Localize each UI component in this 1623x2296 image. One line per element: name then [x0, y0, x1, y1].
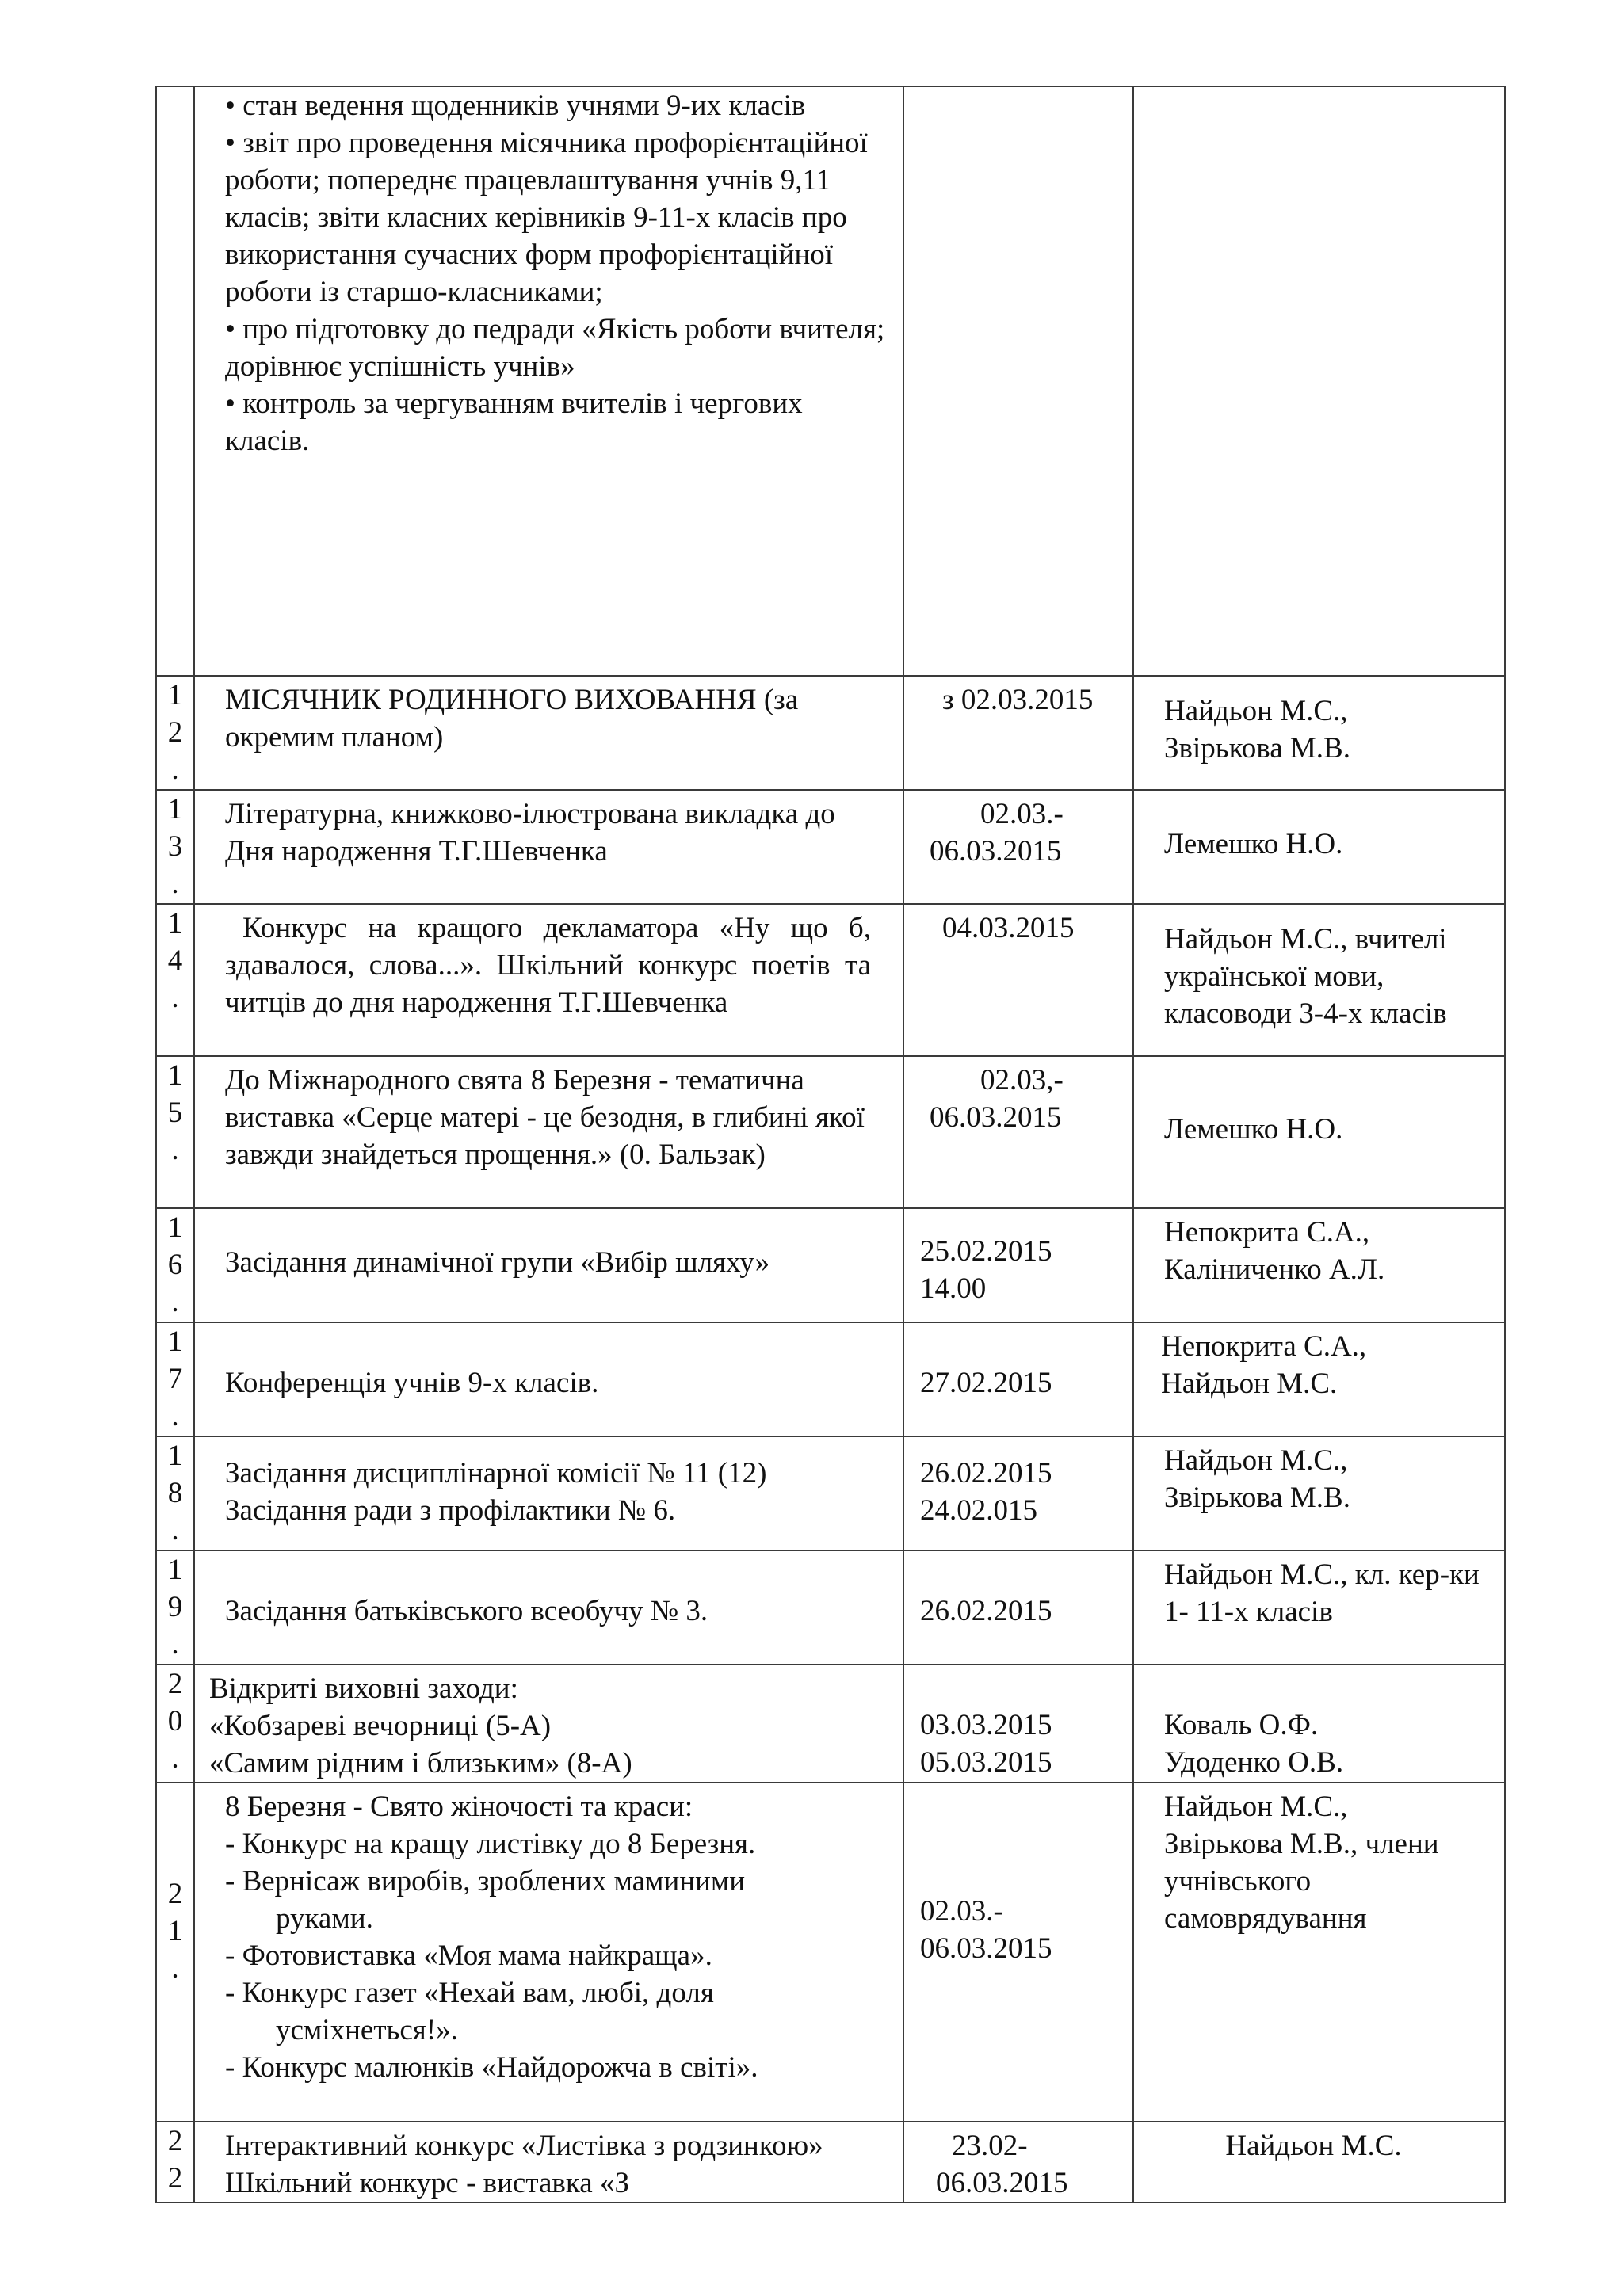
responsible-text: Найдьон М.С.: [1161, 1367, 1338, 1400]
activity-text: Інтерактивний конкурс «Листівка з родзинкою» Шкільний конкурс - виставка «З: [225, 2130, 823, 2199]
responsible-cell: [1133, 2122, 1505, 2203]
activity-text: Конкурс на кращого декламатора «Ну що б, здавалося, слова...». Шкільний конкурс поетів та читців до дня народження Т.Г.Шевченка: [225, 912, 871, 1019]
table-row: [156, 1208, 1505, 1322]
row-number-cell: 1 4 .: [156, 904, 194, 1056]
activity-cell: [194, 790, 903, 904]
date-text: 14.00: [920, 1272, 987, 1305]
activity-cell: [194, 2122, 903, 2203]
responsible-cell: [1133, 1665, 1505, 1783]
table-row: [156, 1783, 1505, 2122]
date-text: 02.03.-: [980, 798, 1064, 830]
table-row: [156, 790, 1505, 904]
date-cell: [903, 1550, 1133, 1665]
responsible-text: Звірькова М.В.: [1164, 1482, 1350, 1514]
activity-text: «Кобзареві вечорниці (5-А): [209, 1710, 552, 1742]
table-row: [156, 1665, 1505, 1783]
activity-text: До Міжнародного свята 8 Березня - тематична виставка «Серце матері - це безодня, в глибині якої завжди знайдеться прощення.» (0. Бальзак): [225, 1064, 865, 1171]
date-text: 06.03.2015: [930, 835, 1062, 868]
activity-text: - Конкурс малюнків «Найдорожча в світі».: [225, 2051, 758, 2084]
row-number-cell: 1 6 .: [156, 1208, 194, 1322]
activity-text: - Конкурс на кращу листівку до 8 Березня.: [225, 1828, 756, 1860]
responsible-text: Найдьон М.С.,: [1164, 1791, 1348, 1823]
responsible-cell: [1133, 904, 1505, 1056]
activity-text: • контроль за чергуванням вчителів і чергових класів.: [225, 387, 803, 457]
responsible-cell: [1133, 86, 1505, 676]
responsible-cell: [1133, 1550, 1505, 1665]
row-number-cell: 1 2 .: [156, 676, 194, 790]
date-text: 23.02-: [952, 2130, 1028, 2162]
responsible-text: Непокрита С.А.,: [1161, 1330, 1367, 1363]
date-text: 26.02.2015: [920, 1595, 1052, 1627]
date-text: з 02.03.2015: [942, 684, 1094, 716]
date-text: 25.02.2015: [920, 1235, 1052, 1268]
responsible-text: Непокрита С.А.,: [1164, 1216, 1370, 1249]
responsible-text: Звірькова М.В., члени учнівського самоврядування: [1164, 1828, 1439, 1935]
table-row: [156, 1550, 1505, 1665]
date-cell: [903, 1056, 1133, 1208]
date-cell: [903, 1665, 1133, 1783]
responsible-text: Найдьон М.С.: [1225, 2130, 1402, 2162]
row-number-cell: 1 3 .: [156, 790, 194, 904]
activity-text: МІСЯЧНИК РОДИННОГО ВИХОВАННЯ (за окремим планом): [225, 684, 799, 753]
activity-text: - Конкурс газет «Нехай вам, любі, доля: [225, 1977, 714, 2009]
date-cell: [903, 904, 1133, 1056]
activity-text: - Фотовиставка «Моя мама найкраща».: [225, 1939, 712, 1972]
activity-text: • стан ведення щоденників учнями 9-их класів: [225, 90, 806, 122]
responsible-text: Лемешко Н.О.: [1164, 828, 1343, 860]
responsible-text: Лемешко Н.О.: [1164, 1113, 1343, 1146]
row-number-cell: 1 9 .: [156, 1550, 194, 1665]
date-text: 06.03.2015: [936, 2167, 1068, 2199]
table-row: [156, 1056, 1505, 1208]
date-text: 06.03.2015: [920, 1932, 1052, 1965]
activity-cell: [194, 904, 903, 1056]
table-row: [156, 904, 1505, 1056]
activity-cell: [194, 676, 903, 790]
activity-plan-table: [155, 86, 1506, 2203]
activity-text: • про підготовку до педради «Якість роботи вчителя; дорівнює успішність учнів»: [225, 313, 885, 383]
activity-text: усміхнеться!».: [276, 2014, 458, 2046]
activity-cell: [194, 1665, 903, 1783]
activity-text: Засідання батьківського всеобучу № 3.: [225, 1595, 708, 1627]
activity-text: • звіт про проведення місячника профорієнтаційної роботи; попереднє працевлаштування учнів 9,11 класів; звіти класних керівників 9-11-х класів про використання сучасних форм профорієнтаційної роботи із старшо-класниками;: [225, 127, 868, 308]
activity-cell: [194, 1783, 903, 2122]
table-row: [156, 2122, 1505, 2203]
responsible-text: Каліниченко А.Л.: [1164, 1253, 1385, 1286]
activity-cell: [194, 1208, 903, 1322]
activity-text: Конференція учнів 9-х класів.: [225, 1367, 599, 1399]
responsible-text: Удоденко О.В.: [1164, 1746, 1344, 1779]
responsible-text: Найдьон М.С., кл. кер-ки 1- 11-х класів: [1164, 1558, 1480, 1628]
responsible-text: Найдьон М.С.,: [1164, 1444, 1348, 1477]
row-number-cell: 1 8 .: [156, 1436, 194, 1550]
date-cell: [903, 2122, 1133, 2203]
date-cell: [903, 1322, 1133, 1436]
responsible-cell: [1133, 1783, 1505, 2122]
row-number-cell: [156, 86, 194, 676]
row-number-cell: 2 1 .: [156, 1783, 194, 2122]
date-text: 27.02.2015: [920, 1367, 1052, 1399]
row-number-cell: 2 0 .: [156, 1665, 194, 1783]
date-text: 02.03.-: [920, 1895, 1003, 1928]
row-number-cell: 1 5 .: [156, 1056, 194, 1208]
date-cell: [903, 790, 1133, 904]
date-text: 02.03,-: [980, 1064, 1064, 1097]
date-text: 05.03.2015: [920, 1746, 1052, 1779]
date-cell: [903, 676, 1133, 790]
responsible-text: Найдьон М.С., вчителі української мови, класоводи 3-4-х класів: [1164, 923, 1447, 1030]
table-row: [156, 1436, 1505, 1550]
responsible-cell: [1133, 790, 1505, 904]
date-text: 03.03.2015: [920, 1709, 1052, 1741]
responsible-cell: [1133, 1436, 1505, 1550]
date-cell: [903, 1783, 1133, 2122]
activity-cell: [194, 86, 903, 676]
activity-cell: [194, 1436, 903, 1550]
row-number-cell: 2 2: [156, 2122, 194, 2203]
activity-text: 8 Березня - Свято жіночості та краси:: [225, 1791, 693, 1823]
table-row: [156, 1322, 1505, 1436]
responsible-text: Звірькова М.В.: [1164, 732, 1350, 765]
activity-cell: [194, 1550, 903, 1665]
responsible-text: Коваль О.Ф.: [1164, 1709, 1319, 1741]
responsible-cell: [1133, 1056, 1505, 1208]
date-cell: [903, 1436, 1133, 1550]
row-number-cell: 1 7 .: [156, 1322, 194, 1436]
responsible-text: Найдьон М.С.,: [1164, 695, 1348, 727]
date-text: 06.03.2015: [930, 1101, 1062, 1134]
activity-text: Відкриті виховні заходи:: [209, 1672, 518, 1705]
activity-text: «Самим рідним і близьким» (8-А): [209, 1747, 632, 1779]
activity-text: Засідання дисциплінарної комісії № 11 (12): [225, 1457, 767, 1489]
table-row: [156, 676, 1505, 790]
date-cell: [903, 1208, 1133, 1322]
activity-cell: [194, 1056, 903, 1208]
responsible-cell: [1133, 1208, 1505, 1322]
date-cell: [903, 86, 1133, 676]
responsible-cell: [1133, 676, 1505, 790]
activity-text: руками.: [276, 1902, 373, 1935]
date-text: 04.03.2015: [942, 912, 1075, 944]
activity-cell: [194, 1322, 903, 1436]
activity-text: Засідання ради з профілактики № 6.: [225, 1494, 676, 1527]
date-text: 24.02.015: [920, 1494, 1037, 1527]
responsible-cell: [1133, 1322, 1505, 1436]
activity-text: Літературна, книжково-ілюстрована викладка до Дня народження Т.Г.Шевченка: [225, 798, 835, 868]
activity-text: Засідання динамічної групи «Вибір шляху»: [225, 1246, 770, 1279]
activity-text: - Вернісаж виробів, зроблених маминими: [225, 1865, 746, 1897]
date-text: 26.02.2015: [920, 1457, 1052, 1489]
table-row-continuation: [156, 86, 1505, 676]
